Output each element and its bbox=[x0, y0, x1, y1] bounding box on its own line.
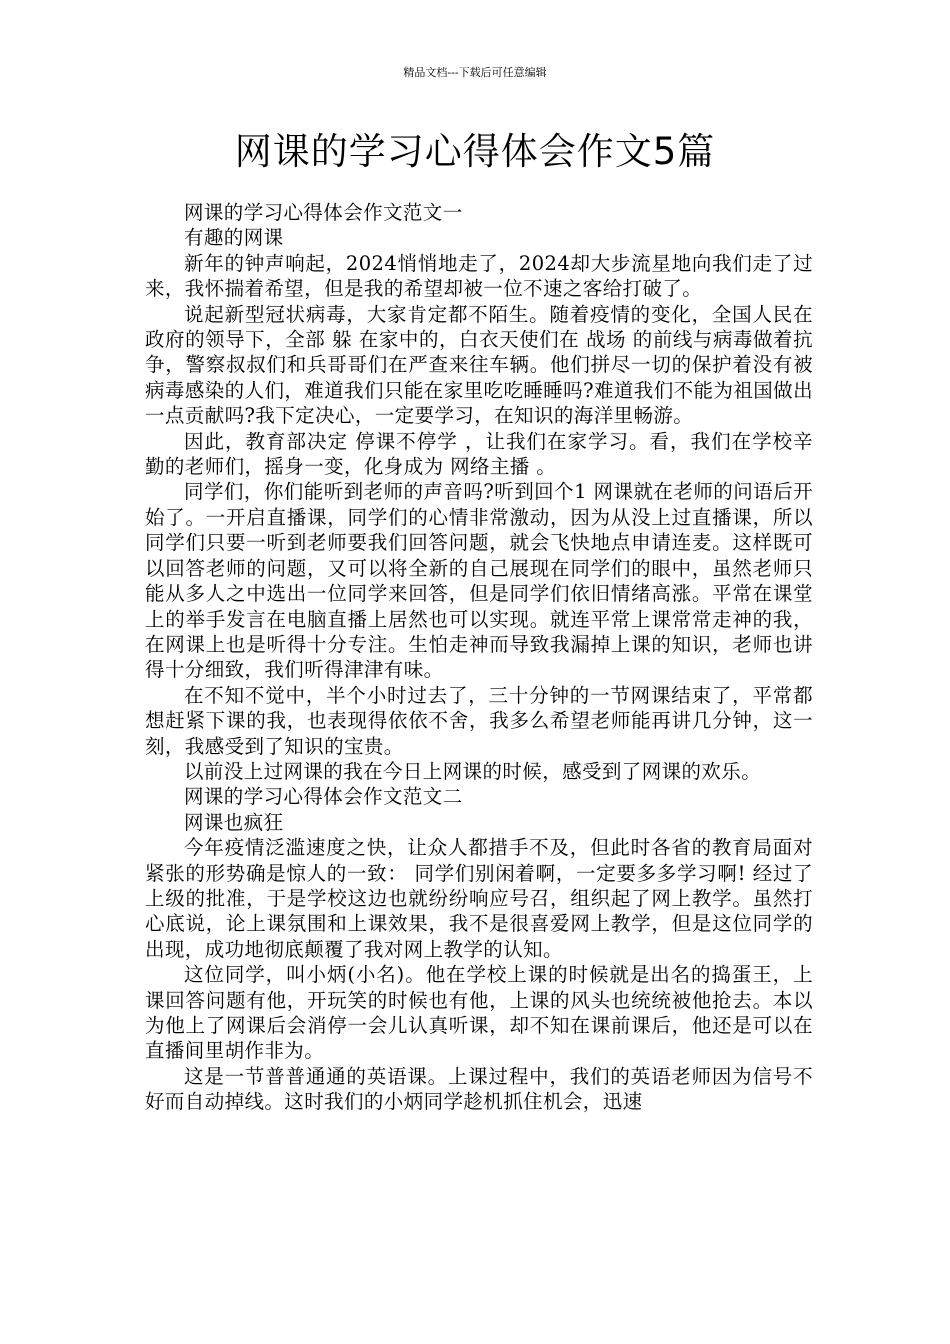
page-header: 精品文档---下载后可任意编辑 bbox=[403, 66, 547, 79]
body-paragraph: 新年的钟声响起，2024悄悄地走了，2024却大步流星地向我们走了过来，我怀揣着希望，但是我的希望却被一位不速之客给打破了。 bbox=[145, 251, 813, 301]
body-paragraph: 因此，教育部决定 停课不停学 ，让我们在家学习。看，我们在学校辛勤的老师们，摇身一变，化身成为 网络主播 。 bbox=[145, 429, 813, 479]
essay-subtitle-1: 有趣的网课 bbox=[184, 226, 284, 250]
essay-heading-2: 网课的学习心得体会作文范文二 bbox=[184, 785, 463, 809]
document-title: 网课的学习心得体会作文5篇 bbox=[234, 130, 716, 173]
body-paragraph: 这是一节普普通通的英语课。上课过程中，我们的英语老师因为信号不好而自动掉线。这时我们的小炳同学趁机抓住机会，迅速 bbox=[145, 1064, 813, 1114]
document-body bbox=[145, 200, 813, 1115]
body-paragraph: 以前没上过网课的我在今日上网课的时候，感受到了网课的欢乐。 bbox=[184, 759, 762, 783]
body-paragraph: 今年疫情泛滥速度之快，让众人都措手不及，但此时各省的教育局面对紧张的形势确是惊人的一致： 同学们别闲着啊，一定要多多学习啊! 经过了上级的批准，于是学校这边也就纷纷响应号召，组织起了网上教学。虽然打心底说，论上课氛围和上课效果，我不是很喜爱网上教学，但是这位同学的出现，成功地彻底颠覆了我对网上教学的认知。 bbox=[145, 836, 813, 961]
body-paragraph: 这位同学，叫小炳(小名)。他在学校上课的时候就是出名的捣蛋王，上课回答问题有他，开玩笑的时候也有他，上课的风头也统统被他抢去。本以为他上了网课后会消停一会儿认真听课，却不知在课前课后，他还是可以在直播间里胡作非为。 bbox=[145, 963, 813, 1063]
body-paragraph: 同学们，你们能听到老师的声音吗?听到回个1 网课就在老师的问语后开始了。一开启直播课，同学们的心情非常激动，因为从没上过直播课，所以同学们只要一听到老师要我们回答问题，就会飞快地点申请连麦。这样既可以回答老师的问题，又可以将全新的自己展现在同学们的眼中，虽然老师只能从多人之中选出一位同学来回答，但是同学们依旧情绪高涨。平常在课堂上的举手发言在电脑直播上居然也可以实现。就连平常上课常常走神的我，在网课上也是听得十分专注。生怕走神而导致我漏掉上课的知识，老师也讲得十分细致，我们听得津津有味。 bbox=[145, 480, 813, 682]
body-paragraph: 在不知不觉中，半个小时过去了，三十分钟的一节网课结束了，平常都想赶紧下课的我，也表现得依依不舍，我多么希望老师能再讲几分钟，这一刻，我感受到了知识的宝贵。 bbox=[145, 683, 813, 758]
essay-heading-1: 网课的学习心得体会作文范文一 bbox=[184, 201, 463, 224]
essay-subtitle-2: 网课也疯狂 bbox=[184, 810, 284, 834]
body-paragraph: 说起新型冠状病毒，大家肯定都不陌生。随着疫情的变化，全国人民在政府的领导下，全部 躲 在家中的，白衣天使们在 战场 的前线与病毒做着抗争，警察叔叔们和兵哥哥们在严查来往车辆。他们拼尽一切的保护着没有被病毒感染的人们，难道我们只能在家里吃吃睡睡吗?难道我们不能为祖国做出一点贡献吗?我下定决心，一定要学习，在知识的海洋里畅游。 bbox=[145, 302, 813, 428]
